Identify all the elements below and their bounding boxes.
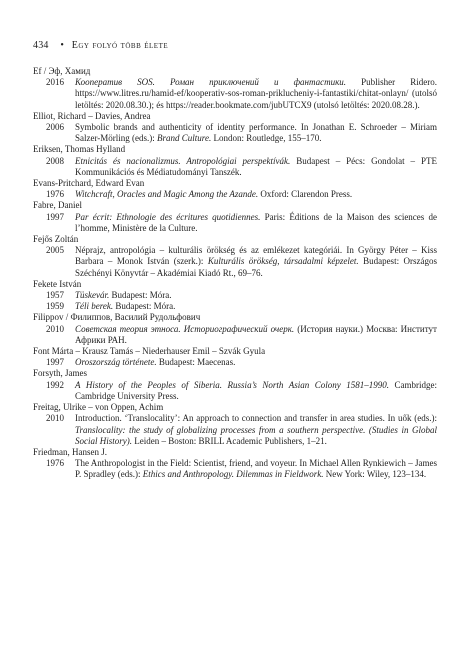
reference-author: Fabre, Daniel [33, 200, 82, 211]
reference-author: Fekete István [33, 278, 82, 289]
reference-entry [33, 380, 437, 402]
reference-author: Ef / Эф, Хамид [33, 66, 91, 76]
reference-title: Tüskevár. [75, 290, 110, 301]
reference-entry [33, 77, 437, 111]
reference-text: Leiden – Boston: BRILL Academic Publishers, 1–21. [132, 435, 327, 446]
reference-entry [33, 245, 437, 279]
reference-year: 1992 [46, 379, 64, 390]
reference-text: The Anthropologist in the Field: Scientist, friend, and voyeur. In Michael Allen Rynkiewich – James P. Spradley (eds.): [75, 458, 437, 480]
reference-year: 1976 [46, 458, 64, 469]
reference-text: (История науки.) Москва: Институт Африки РАН. [75, 323, 437, 345]
reference-text: Budapest: Móra. [109, 290, 172, 301]
header-separator: • [60, 40, 65, 51]
reference-text: Publisher Ridero. https://www.litres.ru/hamid-ef/kooperativ-sos-roman-priklucheniy-i-fantastiki/chitat-onlayn/ (utolsó letöltés: 2020.08.30.); és https://reader.bookmate.com/jubUTCX9 (utolsó letöltés: 2020.08.28.). [75, 77, 437, 110]
reference-year: 2016 [46, 77, 64, 88]
reference-entry [33, 212, 437, 234]
reference-year: 2008 [46, 155, 64, 166]
reference-author: Filippov / Филиппов, Василий Рудольфович [33, 312, 201, 323]
reference-year: 1997 [46, 211, 64, 222]
reference-title: Brand Culture. [157, 133, 212, 144]
reference-author: Friedman, Hansen J. [33, 446, 107, 457]
reference-year: 1976 [46, 189, 64, 200]
reference-year: 2006 [46, 122, 64, 133]
reference-entry [33, 458, 437, 480]
reference-entry [33, 122, 437, 144]
reference-year: 2005 [46, 245, 64, 256]
reference-title: Oroszország története. [75, 357, 157, 368]
reference-entry [33, 301, 437, 312]
running-title: Egy folyó több élete [71, 40, 169, 51]
reference-text: Paris: Éditions de la Maison des sciences de l’homme, Ministère de la Culture. [75, 211, 437, 233]
reference-author: Eriksen, Thomas Hylland [33, 144, 126, 155]
reference-year: 2010 [46, 413, 64, 424]
reference-title: Советская теория этноса. Историографический очерк. [75, 323, 295, 334]
reference-text: Oxford: Clarendon Press. [258, 189, 353, 200]
running-header [33, 40, 168, 51]
reference-entry [33, 357, 437, 368]
reference-title: Translocality: the study of globalizing processes from a southern perspective. (Studies in Global Social History). [75, 424, 437, 446]
reference-author: Forsyth, James [33, 368, 87, 379]
reference-text: Budapest: Országos Széchényi Könyvtár – Akadémiai Kiadó Rt., 69–76. [75, 256, 437, 278]
reference-year: 2010 [46, 323, 64, 334]
bibliography [33, 66, 437, 481]
reference-author: Freitag, Ulrike – von Oppen, Achim [33, 402, 164, 413]
reference-text: Néprajz, antropológia – kulturális örökség és az emlékezet kategóriái. In György Péter – Kiss Barbara – Monok István (szerk.): [75, 245, 437, 267]
reference-year: 1997 [46, 357, 64, 368]
reference-text: Cambridge: Cambridge University Press. [75, 379, 437, 401]
reference-text: Budapest – Pécs: Gondolat – PTE Kommunikációs és Médiatudományi Tanszék. [75, 155, 437, 177]
reference-title: Witchcraft, Oracles and Magic Among the Azande. [75, 189, 259, 200]
reference-entry [33, 413, 437, 447]
reference-title: A History of the Peoples of Siberia. Russia’s North Asian Colony 1581–1990. [75, 379, 389, 390]
page-number: 434 [33, 40, 49, 51]
reference-text: Symbolic brands and authenticity of identity performance. In Jonathan E. Schroeder – Miriam Salzer-Mörling (eds.): [75, 122, 437, 144]
reference-title: Téli berek. [75, 301, 114, 312]
reference-text: New York: Wiley, 123–134. [323, 469, 427, 480]
reference-text: London: Routledge, 155–170. [211, 133, 322, 144]
reference-title: Kulturális örökség, társadalmi képzelet. [207, 256, 359, 267]
reference-entry [33, 324, 437, 346]
reference-author: Fejős Zoltán [33, 234, 79, 245]
reference-year: 1959 [46, 301, 64, 312]
reference-title: Кооператив SOS. Роман приключений и фантастики. [75, 77, 347, 88]
reference-entry [33, 189, 437, 200]
reference-author: Elliot, Richard – Davies, Andrea [33, 110, 151, 121]
reference-title: Etnicitás és nacionalizmus. Antropológiai perspektívák. [75, 155, 291, 166]
reference-title: Par écrit: Ethnologie des écritures quotidiennes. [75, 211, 261, 222]
reference-author: Font Márta – Krausz Tamás – Niederhauser Emil – Szvák Gyula [33, 346, 266, 357]
reference-text: Introduction. ‘Translocality’: An approach to connection and transfer in area studies. In uők (eds.): [75, 413, 437, 424]
reference-text: Budapest: Maecenas. [156, 357, 236, 368]
reference-year: 1957 [46, 290, 64, 301]
reference-author: Evans-Pritchard, Edward Evan [33, 178, 145, 189]
reference-text: Budapest: Móra. [113, 301, 176, 312]
reference-title: Ethics and Anthropology. Dilemmas in Fieldwork. [142, 469, 324, 480]
reference-entry [33, 156, 437, 178]
reference-entry [33, 290, 437, 301]
